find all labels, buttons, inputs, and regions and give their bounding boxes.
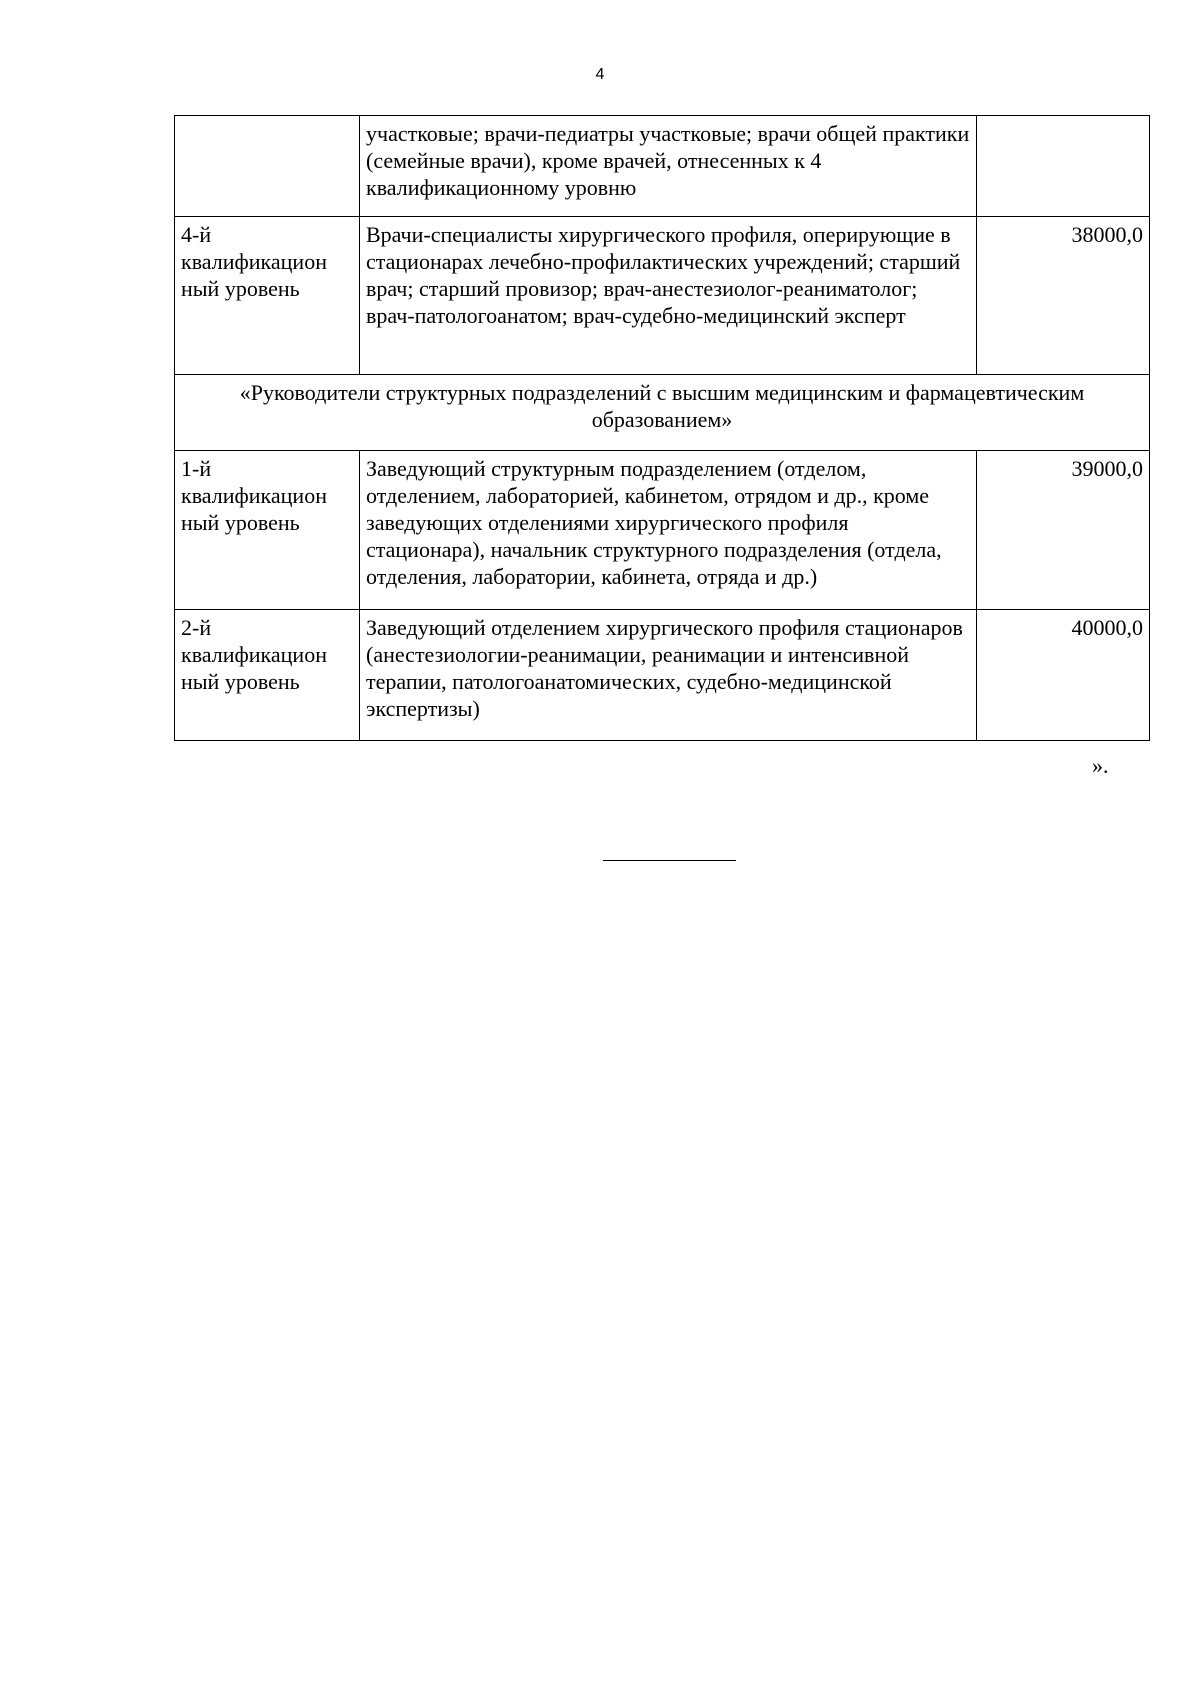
positions-cell: участковые; врачи-педиатры участковые; врачи общей практики (семейные врачи), кроме врачей, отнесенных к 4 квалификационному уровню xyxy=(360,116,977,217)
salary-cell: 39000,0 xyxy=(977,451,1150,610)
group-header: «Руководители структурных подразделений с высшим медицинским и фармацевтическим образованием» xyxy=(175,375,1150,451)
end-of-document-line xyxy=(603,860,736,861)
level-cell xyxy=(175,116,360,217)
level-cell: 2-й квалификацион ный уровень xyxy=(175,610,360,741)
salary-cell xyxy=(977,116,1150,217)
table-row-heads-level-2 xyxy=(175,610,1150,741)
table-row-continuation xyxy=(175,116,1150,217)
closing-quote: ». xyxy=(1092,753,1109,778)
table-row-heads-level-1 xyxy=(175,451,1150,610)
salary-cell: 38000,0 xyxy=(977,217,1150,375)
salary-table xyxy=(174,115,1150,741)
positions-cell: Заведующий структурным подразделением (отделом, отделением, лабораторией, кабинетом, отрядом и др., кроме заведующих отделениями хирургического профиля стационара), начальник структурного подразделения (отдела, отделения, лаборатории, кабинета, отряда и др.) xyxy=(360,451,977,610)
positions-cell: Врачи-специалисты хирургического профиля, оперирующие в стационарах лечебно-профилактических учреждений; старший врач; старший провизор; врач-анестезиолог-реаниматолог; врач-патологоанатом; врач-судебно-медицинский эксперт xyxy=(360,217,977,375)
table-row-level-4 xyxy=(175,217,1150,375)
positions-cell: Заведующий отделением хирургического профиля стационаров (анестезиологии-реанимации, реанимации и интенсивной терапии, патологоанатомических, судебно-медицинской экспертизы) xyxy=(360,610,977,741)
salary-cell: 40000,0 xyxy=(977,610,1150,741)
level-cell: 4-й квалификацион ный уровень xyxy=(175,217,360,375)
page-number: 4 xyxy=(595,66,605,83)
level-cell: 1-й квалификацион ный уровень xyxy=(175,451,360,610)
table-group-header-row xyxy=(175,375,1150,451)
